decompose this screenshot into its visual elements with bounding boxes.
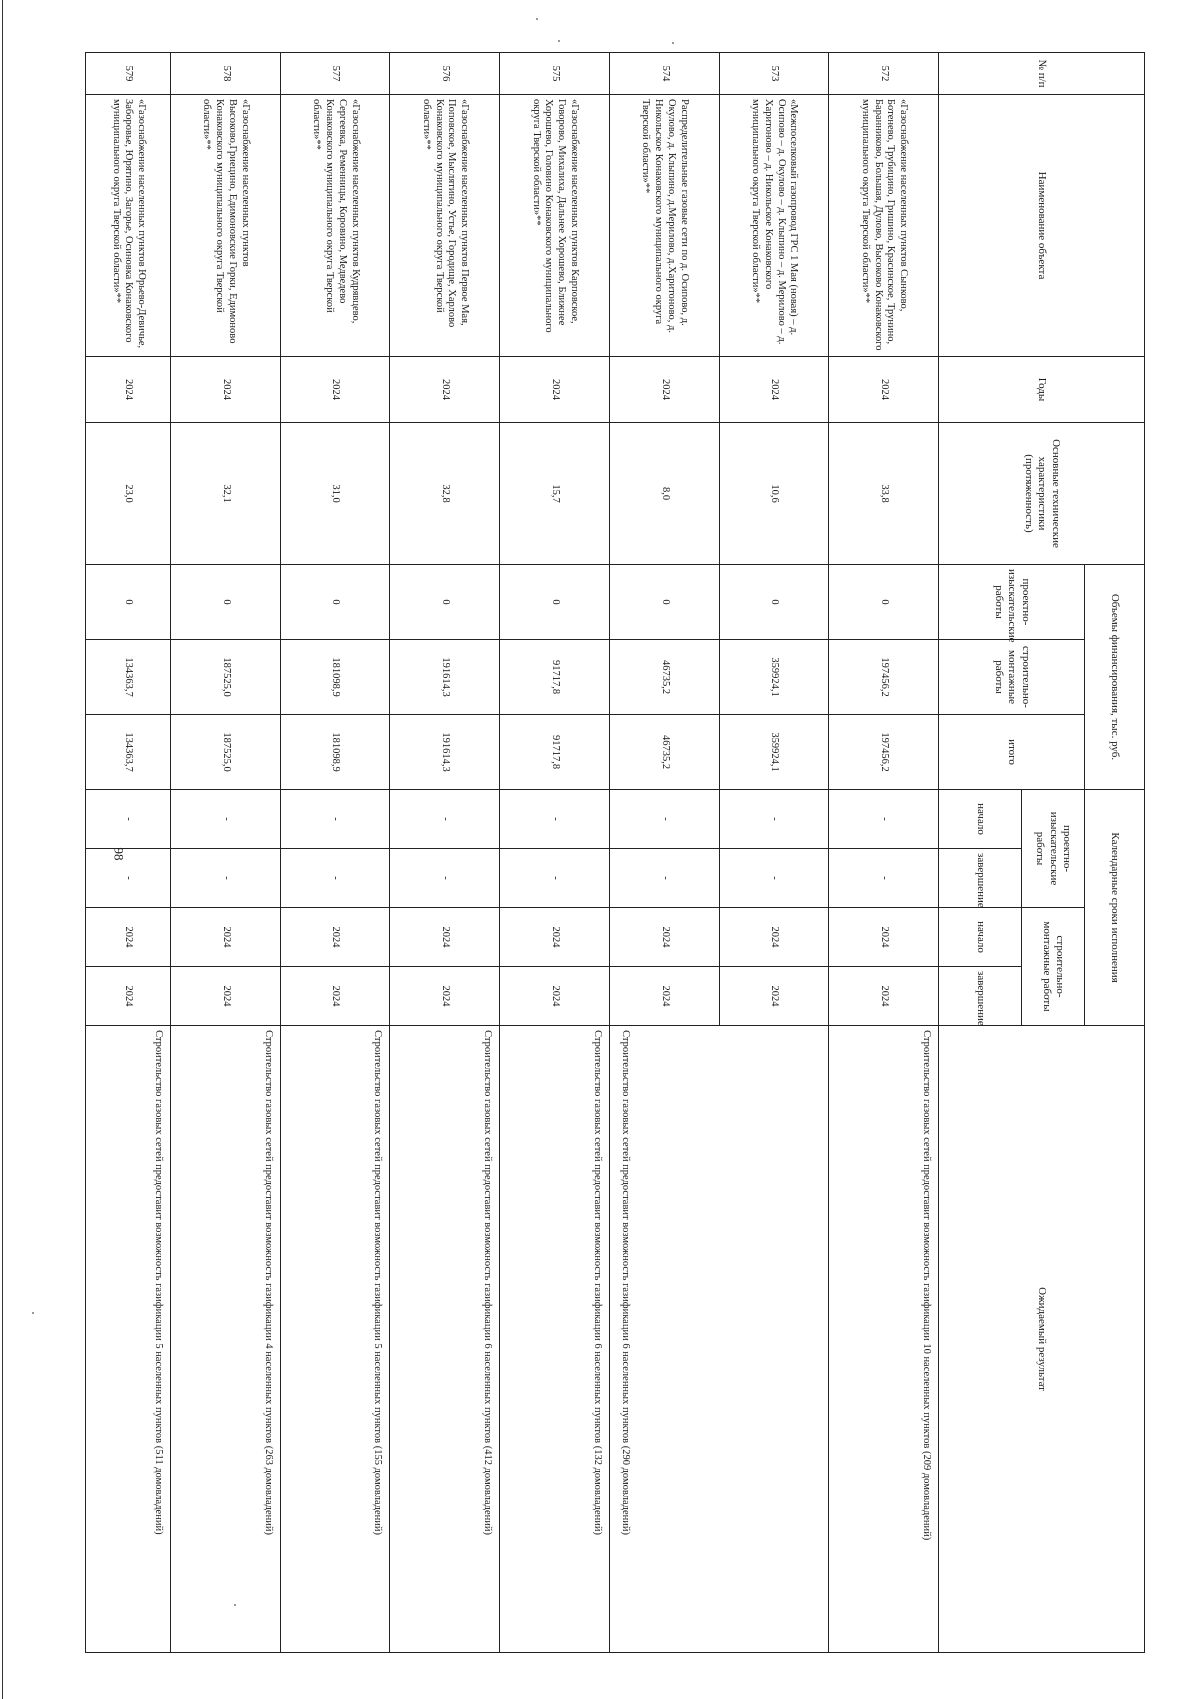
row-build-start: 2024 <box>280 908 390 967</box>
col-header-fin-build: строительно-монтажные работы <box>939 640 1085 715</box>
row-fin-total: 187525,0 <box>170 715 280 790</box>
col-header-name: Наименование объекта <box>939 95 1145 357</box>
row-year: 2024 <box>170 357 280 423</box>
row-design-end: - <box>390 849 500 908</box>
row-length: 32,1 <box>170 423 280 565</box>
row-build-start: 2024 <box>170 908 280 967</box>
row-object-name: «Газоснабжение населенных пунктов Юрьево-Девичье, Заборовье, Юрятино, Загорье, Осиновка Конаковского муниципального округа Тверской области»** <box>86 95 171 357</box>
row-num: 578 <box>170 53 280 95</box>
row-object-name: «Газоснабжение населенных пунктов Первое Мая, Поповское, Мыслятино, Устье, Городище, Харлово Конаковского муниципального округа Тверской области»** <box>390 95 500 357</box>
row-fin-total: 197456,2 <box>829 715 939 790</box>
row-build-end: 2024 <box>390 967 500 1026</box>
row-result: Строительство газовых сетей предоставит возможность газификации 5 населенных пунктов (511 домовладений) <box>86 1026 171 1653</box>
row-num: 577 <box>280 53 390 95</box>
col-header-build-end: завершение <box>939 967 1022 1026</box>
scan-speck <box>672 42 674 44</box>
row-year: 2024 <box>609 357 719 423</box>
row-num: 575 <box>500 53 610 95</box>
row-build-end: 2024 <box>500 967 610 1026</box>
row-fin-design: 0 <box>609 565 719 640</box>
row-design-start: - <box>829 790 939 849</box>
col-header-design-end: завершение <box>939 849 1022 908</box>
col-header-num: № п/п <box>939 53 1145 95</box>
col-header-result: Ожидаемый результат <box>939 1026 1145 1653</box>
col-header-tech: Основные технические характеристики (протяженность) <box>939 423 1145 565</box>
row-result: Строительство газовых сетей предоставит возможность газификации 10 населенных пунктов (209 домовладений) <box>829 1026 939 1653</box>
row-fin-design: 0 <box>829 565 939 640</box>
row-fin-total: 181098,9 <box>280 715 390 790</box>
row-fin-design: 0 <box>280 565 390 640</box>
table-row <box>829 53 939 1653</box>
row-design-start: - <box>86 790 171 849</box>
row-build-end: 2024 <box>609 967 719 1026</box>
scan-speck <box>536 18 538 20</box>
row-design-start: - <box>280 790 390 849</box>
row-build-end: 2024 <box>170 967 280 1026</box>
col-header-years: Годы <box>939 357 1145 423</box>
row-length: 32,8 <box>390 423 500 565</box>
row-fin-design: 0 <box>86 565 171 640</box>
table-row <box>86 53 171 1653</box>
col-header-finance: Объемы финансирования, тыс. руб. <box>1085 565 1145 790</box>
row-num: 572 <box>829 53 939 95</box>
row-design-end: - <box>500 849 610 908</box>
row-length: 23,0 <box>86 423 171 565</box>
scan-speck <box>234 1604 236 1606</box>
page-left-edge <box>2 0 3 1699</box>
row-length: 33,8 <box>829 423 939 565</box>
row-fin-build: 191614,3 <box>390 640 500 715</box>
table-row <box>500 53 610 1653</box>
row-result: Строительство газовых сетей предоставит возможность газификации 6 населенных пунктов (132 домовладений) <box>500 1026 610 1653</box>
row-design-start: - <box>609 790 719 849</box>
row-build-start: 2024 <box>390 908 500 967</box>
rotated-table-container <box>85 52 1145 1652</box>
row-fin-total: 46735,2 <box>609 715 719 790</box>
col-header-build-start: начало <box>939 908 1022 967</box>
col-header-fin-total: итого <box>939 715 1085 790</box>
row-year: 2024 <box>390 357 500 423</box>
row-object-name: «Газоснабжение населенных пунктов Сынково, Ботенево, Трубицино, Гришино, Красинское, Трунино, Баранниково, Большая, Дулово, Высоково Конаковского муниципального округа Тверской области»** <box>829 95 939 357</box>
row-num: 576 <box>390 53 500 95</box>
row-design-end: - <box>170 849 280 908</box>
row-year: 2024 <box>829 357 939 423</box>
table-row <box>719 53 829 1653</box>
row-year: 2024 <box>500 357 610 423</box>
row-build-start: 2024 <box>829 908 939 967</box>
col-header-calendar: Календарные сроки исполнения <box>1085 790 1145 1026</box>
table-row <box>170 53 280 1653</box>
row-fin-design: 0 <box>390 565 500 640</box>
scan-speck <box>558 40 560 42</box>
row-result: Строительство газовых сетей предоставит возможность газификации 5 населенных пунктов (155 домовладений) <box>280 1026 390 1653</box>
row-fin-build: 46735,2 <box>609 640 719 715</box>
table-row <box>390 53 500 1653</box>
row-length: 15,7 <box>500 423 610 565</box>
row-fin-build: 91717,8 <box>500 640 610 715</box>
row-design-end: - <box>829 849 939 908</box>
row-fin-total: 191614,3 <box>390 715 500 790</box>
col-header-cal-design: проектно-изыскательские работы <box>1022 790 1085 908</box>
row-fin-build: 134363,7 <box>86 640 171 715</box>
row-design-end: - <box>609 849 719 908</box>
col-header-design-start: начало <box>939 790 1022 849</box>
row-length: 8,0 <box>609 423 719 565</box>
col-header-cal-build: строительно-монтажные работы <box>1022 908 1085 1026</box>
scan-speck <box>32 1312 34 1314</box>
row-fin-design: 0 <box>719 565 829 640</box>
row-build-start: 2024 <box>609 908 719 967</box>
row-design-start: - <box>170 790 280 849</box>
row-object-name: «Газоснабжение населенных пунктов Высоково,Гриецино, Едимоновские Горки, Едимоново Конаковского муниципального округа Тверской области»** <box>170 95 280 357</box>
row-fin-build: 359924,1 <box>719 640 829 715</box>
row-fin-total: 359924,1 <box>719 715 829 790</box>
row-length: 10,6 <box>719 423 829 565</box>
row-fin-build: 187525,0 <box>170 640 280 715</box>
table-row <box>280 53 390 1653</box>
row-fin-build: 181098,9 <box>280 640 390 715</box>
row-fin-design: 0 <box>500 565 610 640</box>
row-build-start: 2024 <box>500 908 610 967</box>
row-object-name: «Межпоселковый газопровод ГРС 1 Мая (новая) – д. Осипово – д. Окулово – д. Клыпино – д. Мерилово – д. Харитоново – д. Никольское Конаковского муниципального округа Тверской области»** <box>719 95 829 357</box>
gas-projects-table <box>85 52 1145 1653</box>
row-result: Строительство газовых сетей предоставит возможность газификации 6 населенных пунктов (412 домовладений) <box>390 1026 500 1653</box>
row-result: Строительство газовых сетей предоставит возможность газификации 4 населенных пунктов (263 домовладений) <box>170 1026 280 1653</box>
row-build-start: 2024 <box>719 908 829 967</box>
row-year: 2024 <box>280 357 390 423</box>
row-build-end: 2024 <box>829 967 939 1026</box>
row-design-start: - <box>500 790 610 849</box>
row-design-start: - <box>390 790 500 849</box>
row-year: 2024 <box>719 357 829 423</box>
row-fin-build: 197456,2 <box>829 640 939 715</box>
row-design-end: - <box>719 849 829 908</box>
row-result: Строительство газовых сетей предоставит возможность газификации 6 населенных пунктов (290 домовладений) <box>609 1026 828 1653</box>
row-build-end: 2024 <box>719 967 829 1026</box>
row-fin-design: 0 <box>170 565 280 640</box>
row-design-start: - <box>719 790 829 849</box>
row-build-end: 2024 <box>86 967 171 1026</box>
row-object-name: «Газоснабжение населенных пунктов Карповское, Говорово, Михалиха, Дальнее Хорошево, Ближнее Хорошево, Головино Конаковского муниципального округа Тверской области»** <box>500 95 610 357</box>
row-year: 2024 <box>86 357 171 423</box>
row-object-name: «Газоснабжение населенных пунктов Кудрявцево, Сергеевка, Ременницы, Коровино, Медведево Конаковского муниципального округа Тверской области»** <box>280 95 390 357</box>
row-num: 573 <box>719 53 829 95</box>
row-build-start: 2024 <box>86 908 171 967</box>
row-design-end: - <box>280 849 390 908</box>
col-header-fin-design: проектно-изыскательские работы <box>939 565 1085 640</box>
row-design-end: - <box>86 849 171 908</box>
row-num: 574 <box>609 53 719 95</box>
row-length: 31,0 <box>280 423 390 565</box>
row-build-end: 2024 <box>280 967 390 1026</box>
page-number: 98 <box>111 847 127 861</box>
row-fin-total: 134363,7 <box>86 715 171 790</box>
row-fin-total: 91717,8 <box>500 715 610 790</box>
row-object-name: Распределительные газовые сети по д. Осипово, д. Окулово, д. Клыпино, д.Мерилово, д.Харитоново, д. Никольское Конаковского муниципального округа Тверской области»** <box>609 95 719 357</box>
row-num: 579 <box>86 53 171 95</box>
